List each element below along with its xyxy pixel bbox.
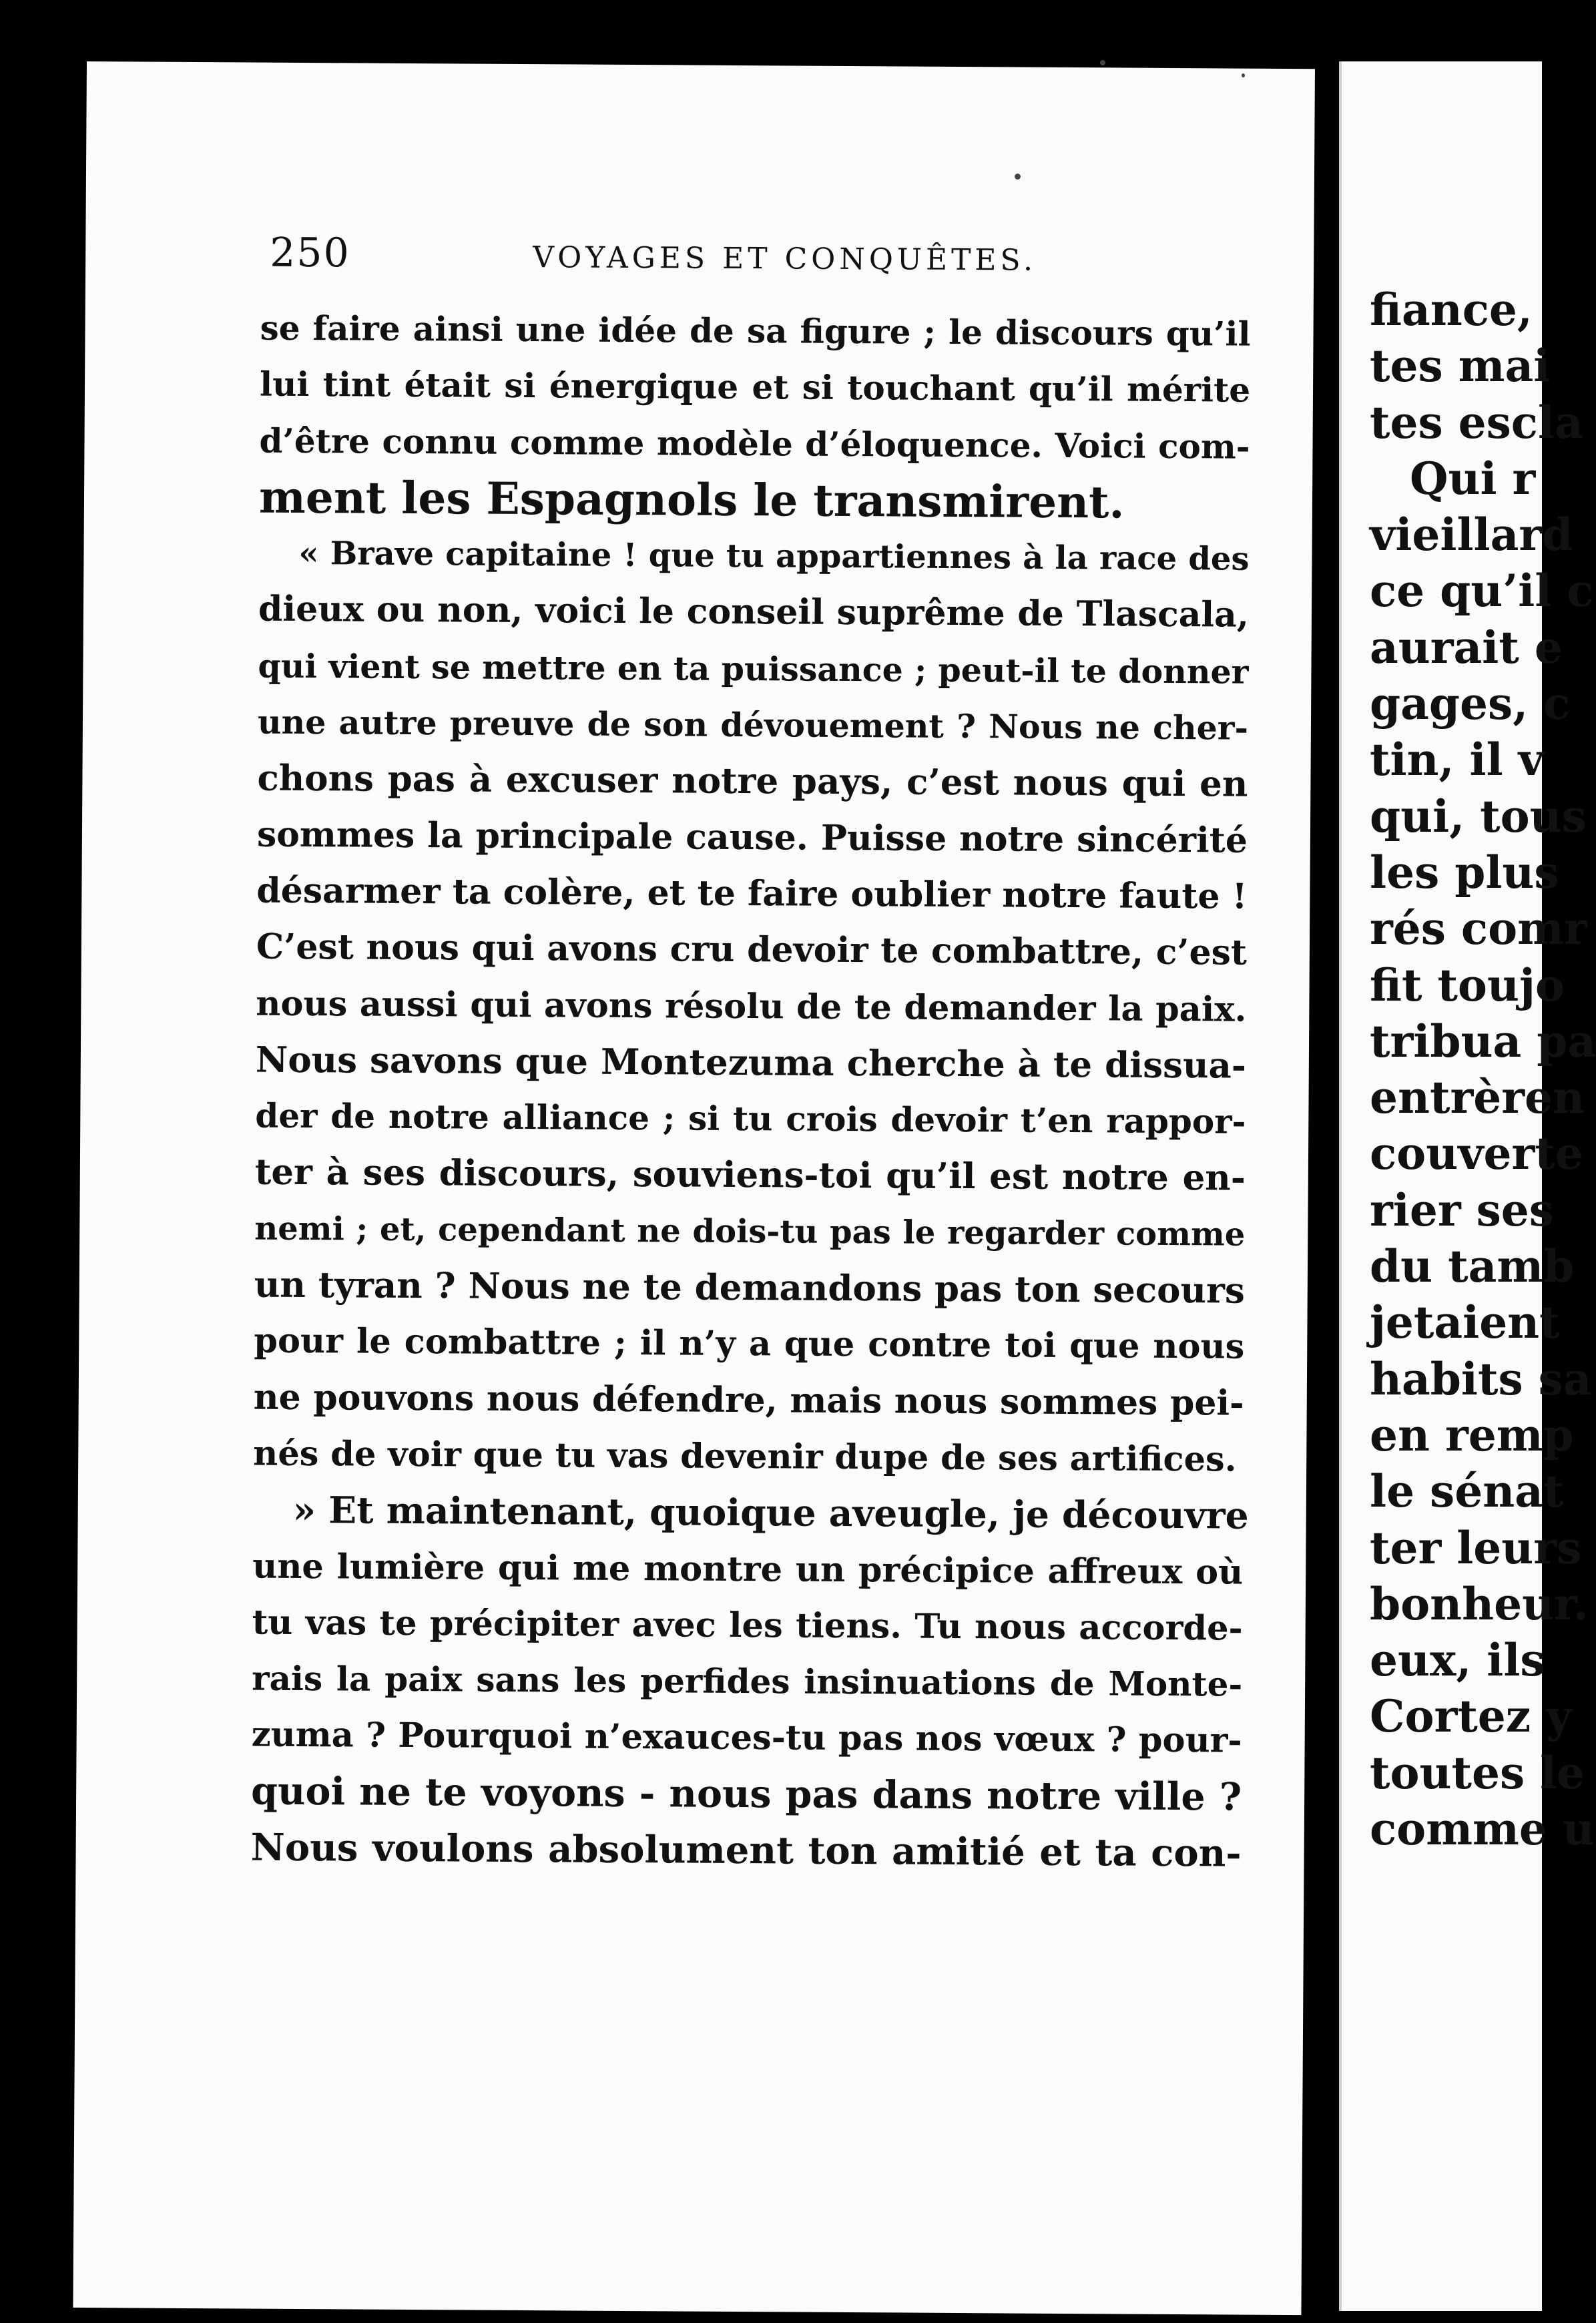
text-line: sommes la principale cause. Puisse notre sincérité: [256, 814, 1248, 861]
text-line: les plus: [1370, 846, 1559, 898]
text-line: d’être connu comme modèle d’éloquence. Voici com-: [259, 421, 1250, 467]
text-line: désarmer ta colère, et te faire oublier notre faute !: [256, 870, 1248, 917]
text-line: le sénat: [1370, 1465, 1564, 1518]
page-number: 250: [270, 229, 350, 277]
text-line: couverte: [1370, 1127, 1583, 1180]
text-line: ne pouvons nous défendre, mais nous sommes pei-: [253, 1376, 1244, 1424]
text-line: eux, ils: [1370, 1634, 1545, 1687]
text-line: tribua pa: [1370, 1015, 1596, 1067]
text-line: vieillard: [1370, 509, 1573, 561]
text-line: qui vient se mettre en ta puissance ; peut-il te donner: [258, 646, 1249, 692]
text-line: gages, c: [1370, 678, 1571, 730]
text-line: habits sa: [1370, 1352, 1592, 1405]
right-page-text: [1370, 282, 1596, 1857]
right-page: [1339, 61, 1596, 2311]
text-line: Cortez y: [1370, 1690, 1572, 1743]
page-header: [270, 230, 1205, 296]
text-line: rier ses: [1370, 1184, 1554, 1236]
text-line: C’est nous qui avons cru devoir te combattre, c’est: [256, 926, 1248, 973]
text-line: dieux ou non, voici le conseil suprême de Tlascala,: [258, 589, 1250, 636]
text-line: nemi ; et, cependant ne dois-tu pas le regarder comme: [254, 1210, 1246, 1254]
text-line: en remp: [1370, 1408, 1574, 1461]
text-line: ment les Espagnols le transmirent.: [258, 471, 1125, 529]
text-line: bonheur.: [1370, 1577, 1589, 1630]
text-line: Qui r: [1410, 452, 1536, 505]
text-line: toutes le: [1370, 1746, 1585, 1799]
text-line: » Et maintenant, quoique aveugle, je découvre: [292, 1488, 1249, 1537]
text-line: chons pas à excuser notre pays, c’est nous qui en: [257, 757, 1248, 806]
text-line: ter leurs: [1370, 1521, 1582, 1574]
text-line: un tyran ? Nous ne te demandons pas ton secours: [254, 1264, 1245, 1312]
text-line: fit toujo: [1370, 959, 1565, 1011]
text-line: aurait e: [1370, 621, 1563, 674]
text-line: ce qu’il c: [1370, 565, 1594, 617]
text-line: rais la paix sans les perfides insinuations de Monte-: [252, 1658, 1243, 1704]
text-line: tin, il v: [1370, 734, 1544, 786]
dust-speck: [1242, 73, 1245, 77]
text-line: ter à ses discours, souviens-toi qu’il est notre en-: [254, 1151, 1246, 1200]
body-text: [250, 300, 1250, 1882]
text-line: entrèren: [1370, 1071, 1585, 1124]
text-line: zuma ? Pourquoi n’exauces-tu pas nos vœux ? pour-: [251, 1714, 1242, 1762]
text-line: rés comr: [1370, 902, 1587, 955]
text-line: jetaient: [1370, 1296, 1560, 1349]
text-line: tes escla: [1370, 396, 1583, 449]
text-line: nous aussi qui avons résolu de te demander la paix.: [256, 983, 1247, 1030]
dust-speck: [1015, 174, 1021, 180]
text-line: nés de voir que tu vas devenir dupe de ses artifices.: [253, 1433, 1237, 1480]
running-head: VOYAGES ET CONQUÊTES.: [533, 240, 1037, 278]
text-line: fiance,: [1370, 284, 1533, 336]
text-line: Nous savons que Montezuma cherche à te dissua-: [255, 1039, 1247, 1087]
text-line: tu vas te précipiter avec les tiens. Tu nous accorde-: [252, 1602, 1243, 1649]
text-line: « Brave capitaine ! que tu appartiennes à la race des: [298, 535, 1250, 578]
left-page: [73, 61, 1315, 2315]
text-line: une lumière qui me montre un précipice affreux où: [252, 1546, 1244, 1593]
text-line: der de notre alliance ; si tu crois devoir t’en rappor-: [255, 1095, 1246, 1141]
text-line: Nous voulons absolument ton amitié et ta con-: [250, 1825, 1242, 1876]
text-line: comme u: [1370, 1803, 1595, 1856]
text-line: une autre preuve de son dévouement ? Nous ne cher-: [257, 702, 1249, 748]
text-line: tes mai: [1370, 340, 1551, 393]
text-line: du tamb: [1370, 1240, 1575, 1293]
text-line: qui, tous: [1370, 790, 1587, 842]
text-line: se faire ainsi une idée de sa figure ; le discours qu’il: [260, 308, 1251, 354]
text-line: lui tint était si énergique et si touchant qu’il mérite: [259, 364, 1251, 410]
dust-speck: [1100, 60, 1105, 65]
text-line: pour le combattre ; il n’y a que contre toi que nous: [254, 1320, 1245, 1367]
text-line: quoi ne te voyons - nous pas dans notre ville ?: [250, 1768, 1242, 1820]
